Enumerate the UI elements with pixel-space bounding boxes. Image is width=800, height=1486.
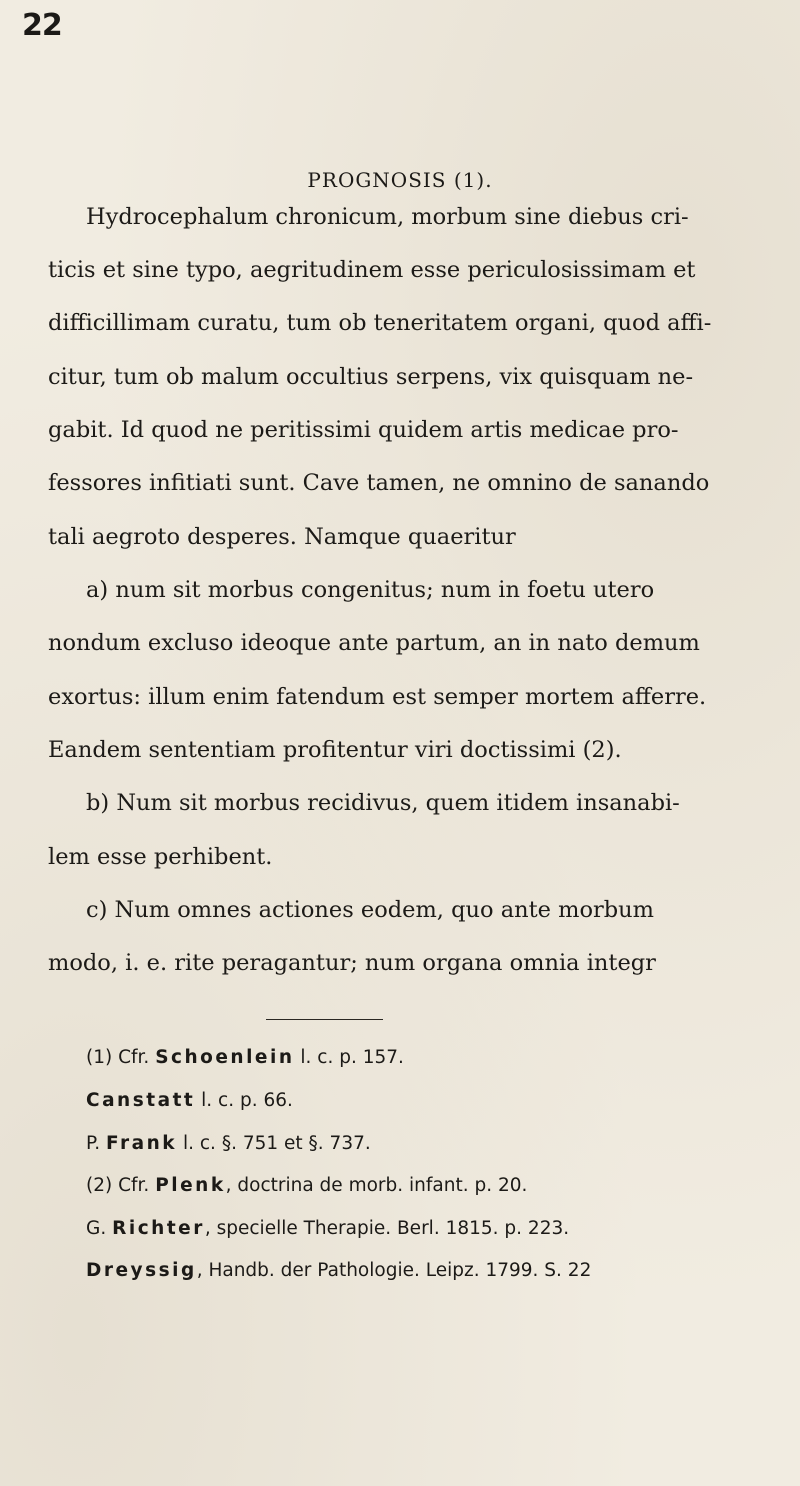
body-line-12: b) Num sit morbus recidivus, quem itidem insanabi-: [86, 790, 680, 816]
body-line-13: lem esse perhibent.: [48, 844, 273, 870]
footnote-marker: G.: [86, 1218, 107, 1239]
body-line-15: modo, i. e. rite peragantur; num organa omnia integr: [48, 950, 656, 976]
footnote-line-1: [86, 1049, 404, 1068]
footnote-author: Richter: [112, 1218, 205, 1239]
body-line-4: citur, tum ob malum occultius serpens, vix quisquam ne-: [48, 364, 694, 390]
footnote-reference: l. c. p. 157.: [300, 1047, 404, 1068]
body-line-7: tali aegroto desperes. Namque quaeritur: [48, 524, 516, 550]
footnote-reference: , doctrina de morb. infant. p. 20.: [225, 1175, 528, 1196]
body-line-10: exortus: illum enim fatendum est semper mortem afferre.: [48, 684, 707, 710]
footnote-author: Canstatt: [86, 1090, 196, 1111]
body-line-6: fessores infitiati sunt. Cave tamen, ne omnino de sanando: [48, 470, 710, 496]
body-line-11: Eandem sententiam profitentur viri doctissimi (2).: [48, 737, 622, 763]
footnote-reference: , Handb. der Pathologie. Leipz. 1799. S. 22: [196, 1260, 592, 1281]
footnote-line-2: [86, 1092, 293, 1111]
footnote-marker: P.: [86, 1133, 101, 1154]
footnote-author: Plenk: [155, 1175, 226, 1196]
body-line-14: c) Num omnes actiones eodem, quo ante morbum: [86, 897, 654, 923]
body-line-2: ticis et sine typo, aegritudinem esse periculosissimam et: [48, 257, 696, 283]
footnote-author: Dreyssig: [86, 1260, 197, 1281]
footnote-reference: , specielle Therapie. Berl. 1815. p. 223.: [204, 1218, 570, 1239]
footnote-line-5: [86, 1220, 569, 1239]
section-title: PROGNOSIS (1).: [307, 168, 493, 192]
footnote-marker: (2) Cfr.: [86, 1175, 150, 1196]
footnote-author: Schoenlein: [155, 1047, 295, 1068]
footnote-line-6: [86, 1262, 591, 1281]
footnote-line-3: [86, 1135, 371, 1154]
footnote-author: Frank: [106, 1133, 178, 1154]
body-line-9: nondum excluso ideoque ante partum, an in nato demum: [48, 630, 700, 656]
footnote-divider: [266, 1019, 383, 1020]
page-number: 22: [22, 8, 62, 43]
footnote-marker: (1) Cfr.: [86, 1047, 150, 1068]
footnote-reference: l. c. §. 751 et §. 737.: [182, 1133, 371, 1154]
body-line-5: gabit. Id quod ne peritissimi quidem artis medicae pro-: [48, 417, 679, 443]
body-line-3: difficillimam curatu, tum ob teneritatem organi, quod affi-: [48, 310, 712, 336]
footnote-reference: l. c. p. 66.: [201, 1090, 293, 1111]
footnote-line-4: [86, 1177, 527, 1196]
body-line-1: Hydrocephalum chronicum, morbum sine diebus cri-: [86, 204, 689, 230]
body-line-8: a) num sit morbus congenitus; num in foetu utero: [86, 577, 655, 603]
